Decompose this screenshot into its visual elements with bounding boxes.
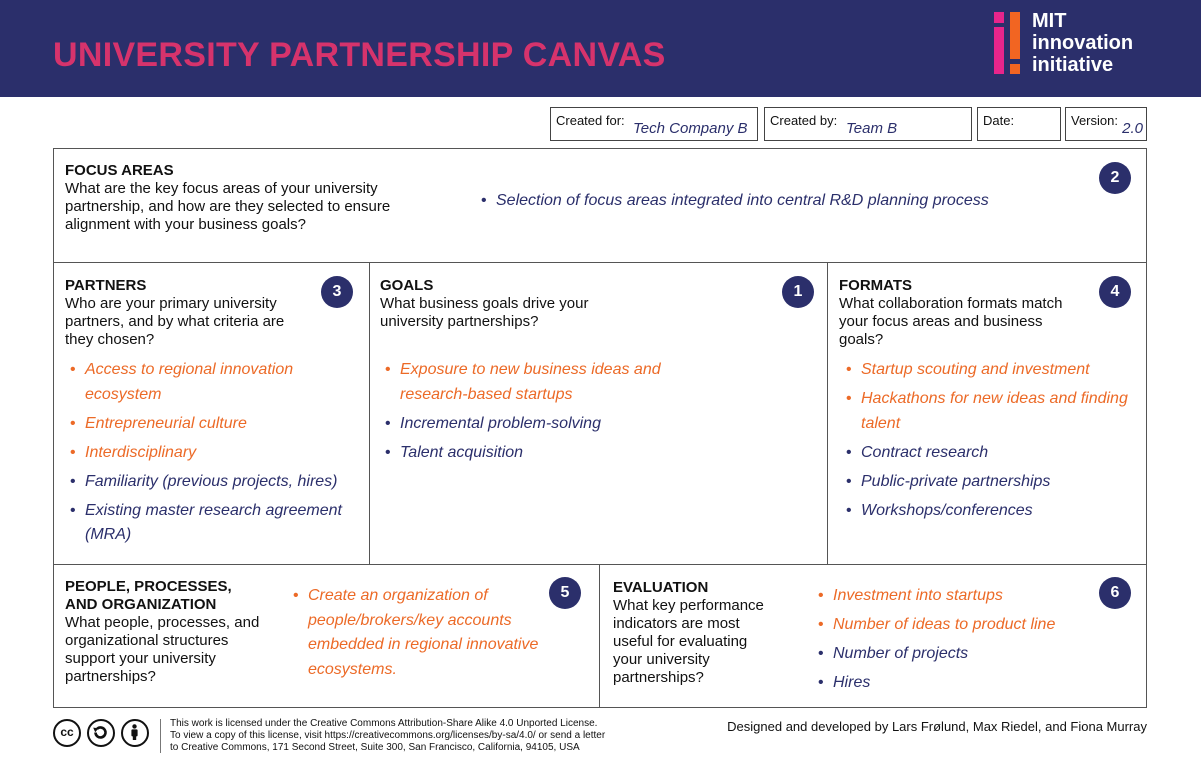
section-heading: PARTNERS bbox=[65, 277, 147, 294]
share-alike-icon bbox=[87, 719, 115, 747]
list-item: • Workshops/conferences bbox=[846, 499, 1136, 524]
step-number-badge: 4 bbox=[1099, 276, 1131, 308]
list-item: • Incremental problem-solving bbox=[385, 412, 685, 437]
version-field[interactable] bbox=[1065, 107, 1147, 141]
section-question: Who are your primary university partners, and by what criteria are they chosen? bbox=[65, 295, 285, 348]
cc-icon: cc bbox=[53, 719, 81, 747]
section-heading: GOALS bbox=[380, 277, 434, 294]
section-heading: FOCUS AREAS bbox=[65, 162, 174, 179]
section-question: What business goals drive your university partnerships? bbox=[380, 295, 589, 330]
version-label: Version: bbox=[1071, 113, 1118, 128]
logo-line-innovation: innovation bbox=[1032, 32, 1134, 54]
section-heading: EVALUATION bbox=[613, 579, 709, 596]
created-for-field[interactable] bbox=[550, 107, 758, 141]
license-line: This work is licensed under the Creative Commons Attribution-Share Alike 4.0 Unported License. bbox=[170, 718, 598, 729]
section-heading: PEOPLE, PROCESSES, AND ORGANIZATION bbox=[65, 578, 232, 613]
date-field[interactable] bbox=[977, 107, 1061, 141]
attribution-icon bbox=[121, 719, 149, 747]
focus-areas-list bbox=[481, 189, 1081, 218]
step-number-badge: 5 bbox=[549, 577, 581, 609]
created-for-value: Tech Company B bbox=[633, 120, 748, 137]
logo-dot bbox=[994, 12, 1004, 23]
list-item: • Talent acquisition bbox=[385, 441, 685, 466]
page-title: UNIVERSITY PARTNERSHIP CANVAS bbox=[53, 36, 666, 74]
logo-line-initiative: initiative bbox=[1032, 54, 1114, 76]
list-item: • Startup scouting and investment bbox=[846, 358, 1136, 383]
list-item: • Number of projects bbox=[818, 642, 1098, 667]
list-item: • Existing master research agreement (MRA) bbox=[70, 499, 355, 548]
mit-innovation-logo bbox=[992, 12, 1162, 82]
header-banner bbox=[0, 0, 1201, 97]
divider bbox=[827, 262, 828, 564]
step-number-badge: 1 bbox=[782, 276, 814, 308]
list-item: • Familiarity (previous projects, hires) bbox=[70, 470, 355, 495]
logo-text bbox=[1032, 10, 1133, 76]
logo-bar-pink bbox=[994, 27, 1004, 74]
divider bbox=[53, 262, 1147, 263]
step-number-badge: 6 bbox=[1099, 577, 1131, 609]
list-item: • Interdisciplinary bbox=[70, 441, 355, 466]
list-item: • Create an organization of people/brokers/key accounts embedded in regional innovative ecosystems. bbox=[293, 584, 548, 682]
goals-list bbox=[385, 358, 685, 470]
list-item: • Number of ideas to product line bbox=[818, 613, 1098, 638]
list-item: • Selection of focus areas integrated into central R&D planning process bbox=[481, 189, 1081, 214]
section-heading: FORMATS bbox=[839, 277, 913, 294]
list-item: • Exposure to new business ideas and research-based startups bbox=[385, 358, 685, 407]
list-item: • Access to regional innovation ecosystem bbox=[70, 358, 355, 407]
evaluation-list bbox=[818, 584, 1098, 700]
list-item: • Public-private partnerships bbox=[846, 470, 1136, 495]
license-line: to Creative Commons, 171 Second Street, Suite 300, San Francisco, California, 94105, USA bbox=[170, 742, 580, 753]
version-value: 2.0 bbox=[1122, 120, 1143, 137]
section-question: What are the key focus areas of your university partnership, and how are they selected to ensure alignment with your business goals? bbox=[65, 180, 391, 233]
list-item: • Hires bbox=[818, 671, 1098, 696]
logo-dot-orange bbox=[1010, 64, 1020, 74]
created-by-value: Team B bbox=[846, 120, 898, 137]
logo-bar-orange bbox=[1010, 12, 1020, 59]
created-for-label: Created for: bbox=[556, 113, 625, 128]
partners-list bbox=[70, 358, 355, 552]
list-item: • Hackathons for new ideas and finding talent bbox=[846, 387, 1136, 436]
divider bbox=[599, 564, 600, 708]
formats-list bbox=[846, 358, 1136, 528]
list-item: • Investment into startups bbox=[818, 584, 1098, 609]
step-number-badge: 3 bbox=[321, 276, 353, 308]
credits-text: Designed and developed by Lars Frølund, Max Riedel, and Fiona Murray bbox=[727, 719, 1147, 734]
list-item: • Contract research bbox=[846, 441, 1136, 466]
footer-divider bbox=[160, 719, 161, 753]
created-by-field[interactable] bbox=[764, 107, 972, 141]
logo-line-mit: MIT bbox=[1032, 10, 1067, 32]
section-question: What key performance indicators are most useful for evaluating your university partnerships? bbox=[613, 597, 764, 686]
section-question: What people, processes, and organizational structures support your university partnerships? bbox=[65, 614, 260, 685]
people-processes-list bbox=[293, 584, 548, 687]
license-text bbox=[170, 718, 605, 754]
list-item: • Entrepreneurial culture bbox=[70, 412, 355, 437]
divider bbox=[369, 262, 370, 564]
step-number-badge: 2 bbox=[1099, 162, 1131, 194]
section-question: What collaboration formats match your focus areas and business goals? bbox=[839, 295, 1063, 348]
date-label: Date: bbox=[983, 113, 1015, 128]
creative-commons-badge bbox=[53, 719, 163, 751]
divider bbox=[53, 564, 1147, 565]
created-by-label: Created by: bbox=[770, 113, 838, 128]
license-line: To view a copy of this license, visit https://creativecommons.org/licenses/by-sa/4.0/ or send a letter bbox=[170, 730, 606, 741]
